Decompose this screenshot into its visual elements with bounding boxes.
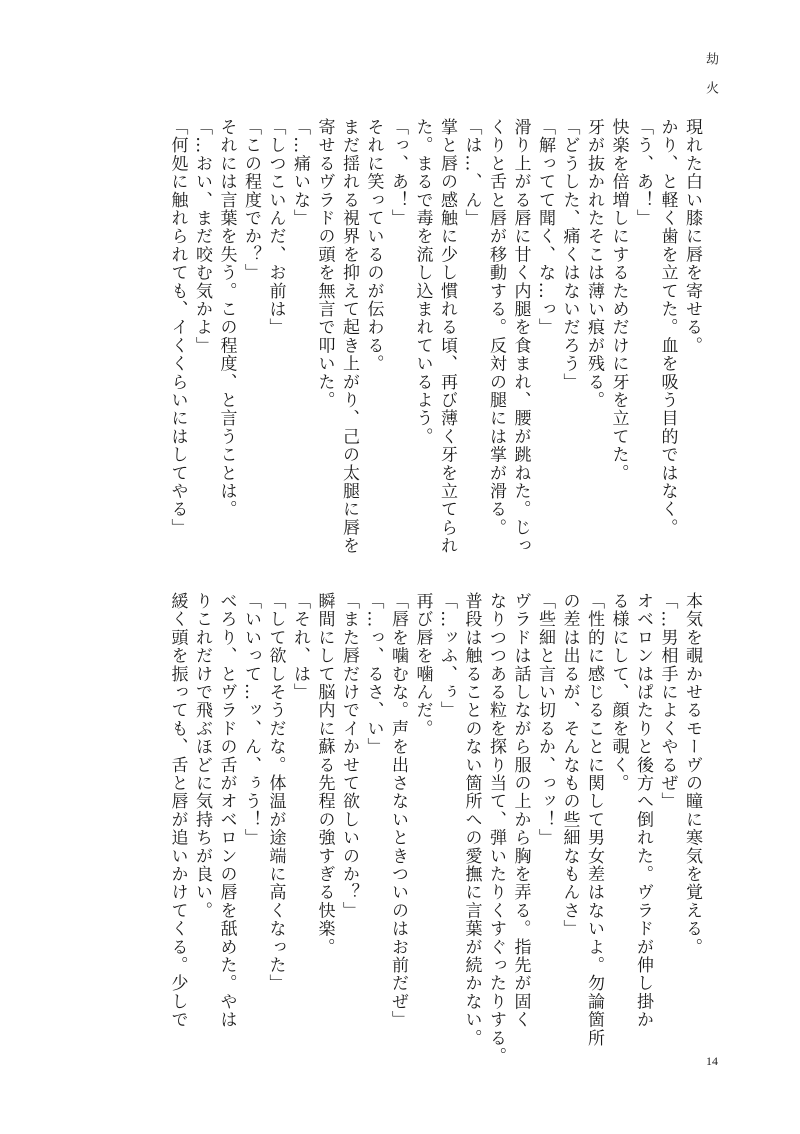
text-line: オベロンはぱたりと後方へ倒れた。ヴラドが伸し掛か [633, 592, 653, 1029]
text-line: それに笑っているのが伝わる。 [363, 118, 384, 373]
text-line: なりつつある粒を探り当て、弾いたりくすぐったりする。 [486, 592, 506, 1066]
text-line: 「唇を噛むな。声を出さないときついのはお前だぜ」 [388, 592, 408, 1029]
text-line: 「…痛いな」 [290, 118, 310, 228]
text-block-bottom [165, 592, 704, 1066]
text-line: 「いいって…ッ、ん、ぅう！」 [241, 592, 261, 847]
text-line: 快楽を倍増しにするためだけに牙を立てた。 [608, 118, 629, 482]
text-line: かり、と軽く歯を立てた。血を吸う目的ではなく。 [657, 118, 678, 537]
text-line: 「些細と言い切るか、っッ！」 [535, 592, 555, 847]
text-line: の差は出るが、そんなもの些細なもんさ」 [559, 592, 580, 938]
text-line: る様にして、顔を覗く。 [608, 592, 629, 793]
text-line: 現れた白い膝に唇を寄せる。 [682, 118, 702, 355]
text-line: 寄せるヴラドの頭を無言で叩いた。 [314, 118, 335, 410]
text-line: た。まるで毒を流し込まれているよう。 [412, 118, 433, 446]
text-line: 「は…、ん」 [461, 118, 482, 228]
running-header: 劫 火 [703, 52, 718, 101]
text-line: 「…っ、るさ、い」 [363, 592, 384, 756]
text-line: 「それ、は」 [290, 592, 310, 702]
text-line: 瞬間にして脳内に蘇る先程の強すぎる快楽。 [314, 592, 335, 956]
text-line: 「っ、あ！」 [388, 118, 408, 228]
text-line: 本気を覗かせるモーヴの瞳に寒気を覚える。 [682, 592, 702, 956]
text-line: まだ揺れる視界を抑えて起き上がり、己の太腿に唇を [339, 118, 359, 555]
text-line: 「して欲しそうだな。体温が途端に高くなった」 [265, 592, 286, 993]
text-line: 掌と唇の感触に少し慣れる頃、再び薄く牙を立てられ [437, 118, 457, 555]
text-line: ヴラドは話しながら服の上から胸を弄る。指先が固く [510, 592, 531, 1029]
text-block-top [165, 118, 704, 558]
text-line: 「しつこいんだ、お前は」 [265, 118, 286, 337]
text-line: べろり、とヴラドの舌がオベロンの唇を舐めた。やは [216, 592, 237, 1029]
text-line: 緩く頭を振っても、舌と唇が追いかけてくる。少しで [167, 592, 188, 1029]
text-line: 「…ッふ、ぅ」 [437, 592, 457, 720]
text-line: 「何処に触れられても、イくくらいにはしてやる」 [167, 118, 188, 537]
text-line: 再び唇を噛んだ。 [412, 592, 433, 738]
text-line: それには言葉を失う。この程度、と言うことは。 [216, 118, 237, 519]
text-line: りこれだけで飛ぶほどに気持ちが良い。 [192, 592, 212, 920]
text-line: 「…おい、まだ咬む気かよ」 [192, 118, 212, 355]
text-line: 「どうした、痛くはないだろう」 [559, 118, 580, 391]
text-line: 「解ってて聞く、な…っ」 [535, 118, 555, 337]
text-line: 牙が抜かれたそこは薄い痕が残る。 [584, 118, 604, 410]
page-number: 14 [706, 1054, 718, 1068]
text-line: 「…男相手によくやるぜ」 [657, 592, 678, 811]
text-line: くりと舌と唇が移動する。反対の腿には掌が滑る。 [486, 118, 506, 537]
text-line: 普段は触ることのない箇所への愛撫に言葉が続かない。 [461, 592, 482, 1047]
text-line: 「う、あ！」 [633, 118, 653, 228]
text-line: 「この程度でか？」 [241, 118, 261, 282]
text-line: 「また唇だけでイかせて欲しいのか？」 [339, 592, 359, 920]
text-line: 滑り上がる唇に甘く内腿を食まれ、腰が跳ねた。じっ [510, 118, 531, 555]
text-line: 「性的に感じることに関して男女差はないよ。勿論箇所 [584, 592, 604, 1047]
